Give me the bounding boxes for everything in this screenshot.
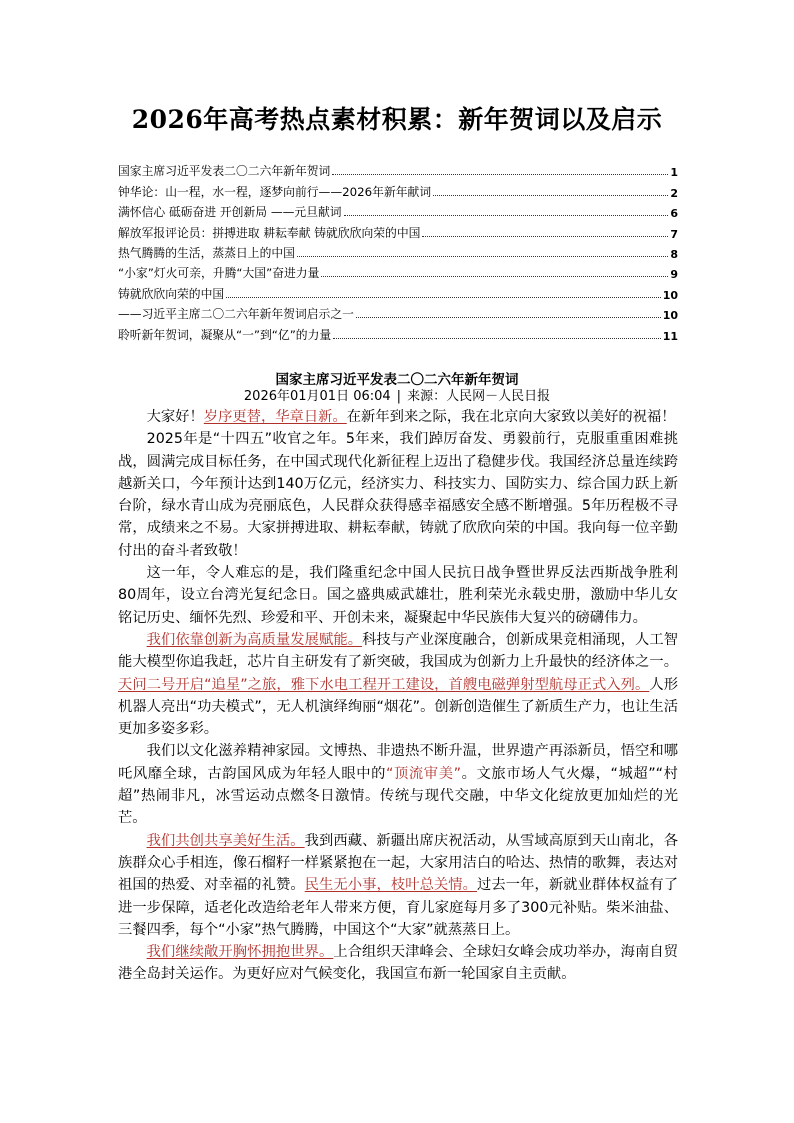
toc-entry-text: 国家主席习近平发表二〇二六年新年贺词 — [118, 164, 331, 179]
toc-entry-text: 钟华论：山一程，水一程，逐梦向前行——2026年新年献词 — [118, 184, 432, 199]
toc-entry-text: 聆听新年贺词，凝聚从“一”到“亿”的力量 — [118, 327, 332, 342]
toc-entry-text: 热气腾腾的生活，蒸蒸日上的中国 — [118, 245, 295, 260]
toc-entry[interactable] — [118, 220, 678, 240]
toc-leader-dots — [321, 276, 668, 277]
toc-entry[interactable] — [118, 241, 678, 261]
toc-entry-page: 9 — [670, 268, 678, 282]
toc-leader-dots — [333, 338, 660, 339]
toc-entry[interactable] — [118, 200, 678, 220]
toc-entry-text: 铸就欣欣向荣的中国 — [118, 286, 225, 301]
text-run: 我们以文化滋养精神家园。文博热、非遗热不断升温，世界遗产再添新员，悟空和哪吒风靡全球，古韵国风成为年轻人眼中的 — [118, 743, 678, 782]
article-meta — [0, 385, 794, 404]
toc-entry-page: 1 — [670, 166, 678, 180]
toc-entry-page: 7 — [670, 227, 678, 241]
paragraph — [118, 406, 678, 428]
text-run: 过去一年，新就业群体权益有了进一步保障，适老化改造给老年人带来方便，育儿家庭每月多了300元补贴。柴米油盐、三餐四季，每个“小家”热气腾腾，中国这个“大家”就蒸蒸日上。 — [118, 877, 678, 938]
article-title: 国家主席习近平发表二〇二六年新年贺词 — [275, 372, 519, 388]
toc-entry-page: 11 — [662, 329, 678, 343]
text-run: 在新年到来之际，我在北京向大家致以美好的祝福！ — [346, 409, 676, 425]
toc-entry[interactable] — [118, 261, 678, 281]
paragraph: 这一年，令人难忘的是，我们隆重纪念中国人民抗日战争暨世界反法西斯战争胜利80周年，设立台湾光复纪念日。国之盛典威武雄壮，胜利荣光永载史册，激励中华儿女铭记历史、缅怀先烈、珍爱和平、开创未来，凝聚起中华民族伟大复兴的磅礴伟力。 — [118, 565, 678, 626]
document-title: 2026年高考热点素材积累：新年贺词以及启示 — [131, 105, 663, 134]
highlighted-text: 我们继续敞开胸怀拥抱世界。 — [146, 944, 334, 961]
toc-leader-dots — [332, 174, 668, 175]
toc-entry-page: 8 — [670, 247, 678, 261]
text-run: 上合组织天津峰会、全球妇女峰会成功举办，海南自贸港全岛封关运作。为更好应对气候变化，我国宣布新一轮国家自主贡献。 — [118, 944, 678, 983]
red-text: “顶流审美” — [386, 765, 461, 782]
highlighted-text: 民生无小事，枝叶总关情。 — [304, 877, 478, 894]
highlighted-text: 岁序更替，华章日新。 — [203, 409, 347, 425]
article-source: 来源：人民网－人民日报 — [407, 389, 551, 404]
toc-entry-page: 10 — [662, 288, 678, 302]
paragraph — [118, 629, 678, 740]
toc-entry[interactable] — [118, 159, 678, 179]
toc-leader-dots — [422, 236, 668, 237]
toc-entry[interactable] — [118, 281, 678, 301]
toc-entry-page: 6 — [670, 207, 678, 221]
text-run: 。文旅市场人气火爆，“城超”“村超”热闹非凡，冰雪运动点燃冬日激情。传统与现代交融，中华文化绽放更加灿烂的光芒。 — [118, 765, 678, 827]
toc-entry-text: 满怀信心 砥砺奋进 开创新局 ——元旦献词 — [118, 205, 342, 220]
toc-entry-page: 2 — [670, 186, 678, 200]
meta-separator: | — [396, 389, 402, 404]
toc-entry[interactable] — [118, 322, 678, 342]
toc-leader-dots — [226, 297, 661, 298]
article-date: 2026年01月01日 06:04 — [243, 389, 391, 404]
paragraph — [118, 740, 678, 829]
highlighted-text: 天问二号开启“追星”之旅，雅下水电工程开工建设，首艘电磁弹射型航母正式入列。 — [118, 676, 650, 693]
toc-leader-dots — [297, 256, 668, 257]
text-run: 科技与产业深度融合，创新成果竞相涌现，人工智能大模型你追我赶，芯片自主研发有了新突破，我国成为创新力上升最快的经济体之一。 — [118, 631, 679, 671]
toc-leader-dots — [344, 215, 669, 216]
text-run: 我到西藏、新疆出席庆祝活动，从雪域高原到天山南北，各族群众心手相连，像石榴籽一样紧紧抱在一起，大家用洁白的哈达、热情的歌舞，表达对祖国的热爱、对幸福的礼赞。 — [118, 832, 679, 894]
toc-leader-dots — [433, 195, 668, 196]
paragraph: 2025年是“十四五”收官之年。5年来，我们踔厉奋发、勇毅前行，克服重重困难挑战，圆满完成目标任务，在中国式现代化新征程上迈出了稳健步伐。我国经济总量连续跨越新关口，今年预计达到140万亿元，经济实力、科技实力、国防实力、综合国力跃上新台阶，绿水青山成为亮丽底色，人民群众获得感幸福感安全感不断增强。5年历程极不寻常，成绩来之不易。大家拼搏进取、耕耘奉献，铸就了欣欣向荣的中国。我向每一位辛勤付出的奋斗者致敬！ — [118, 431, 678, 559]
text-run: 大家好！ — [146, 409, 204, 425]
paragraph — [118, 830, 678, 941]
highlighted-text: 我们依靠创新为高质量发展赋能。 — [146, 631, 363, 648]
text-run: 人形机器人亮出“功夫模式”，无人机演绎绚丽“烟花”。创新创造催生了新质生产力，也让生活更加多姿多彩。 — [118, 676, 679, 738]
toc-entry[interactable] — [118, 302, 678, 322]
highlighted-text: 我们共创共享美好生活。 — [146, 832, 305, 849]
toc-leader-dots — [356, 317, 661, 318]
toc-entry[interactable] — [118, 179, 678, 199]
toc-entry-page: 10 — [662, 309, 678, 323]
table-of-contents — [118, 159, 678, 343]
toc-entry-text: ——习近平主席二〇二六年新年贺词启示之一 — [118, 307, 354, 322]
paragraph — [118, 941, 678, 986]
toc-entry-text: “小家”灯火可亲，升腾“大国”奋进力量 — [118, 266, 320, 281]
article-body — [118, 406, 678, 986]
toc-entry-text: 解放军报评论员：拼搏进取 耕耘奉献 铸就欣欣向荣的中国 — [118, 225, 421, 240]
